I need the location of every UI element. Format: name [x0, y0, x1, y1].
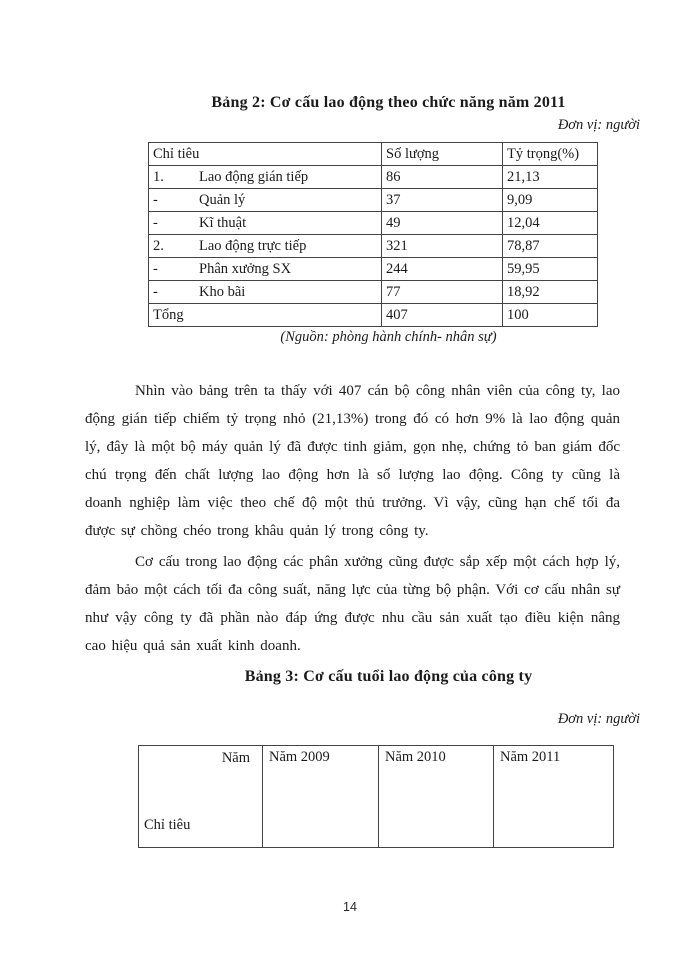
bang3-year-2010: Năm 2010 [379, 746, 494, 848]
row-label: Quản lý [199, 191, 246, 208]
row-label: Phân xưởng SX [199, 260, 292, 277]
table-row [149, 281, 598, 304]
row-quantity: 321 [382, 235, 503, 258]
row-marker: - [153, 283, 158, 300]
table-row [149, 212, 598, 235]
total-quantity: 407 [382, 304, 503, 327]
bang3-year-2009: Năm 2009 [263, 746, 379, 848]
row-share: 21,13 [503, 166, 598, 189]
row-share: 12,04 [503, 212, 598, 235]
bang3-title: Bảng 3: Cơ cấu tuổi lao động của công ty [244, 668, 533, 685]
row-share: 78,87 [503, 235, 598, 258]
corner-label-nam: Năm [221, 750, 250, 766]
table-row [149, 189, 598, 212]
page-number: 14 [343, 900, 357, 914]
bang2-source-note: (Nguồn: phòng hành chính- nhân sự) [280, 329, 497, 345]
row-quantity: 49 [382, 212, 503, 235]
bang2-unit-label: Đơn vị: người [557, 117, 640, 133]
row-label: Kĩ thuật [199, 214, 247, 231]
table-row [149, 166, 598, 189]
bang2-header-so-luong: Số lượng [382, 143, 503, 166]
total-share: 100 [503, 304, 598, 327]
bang3-corner-cell [139, 746, 263, 848]
row-label: Lao động gián tiếp [199, 168, 309, 185]
bang3-table [138, 745, 614, 848]
bang2-header-chi-tieu: Chỉ tiêu [149, 143, 382, 166]
bang2-table [148, 142, 598, 327]
total-label: Tổng [149, 304, 382, 327]
corner-label-chi-tieu: Chỉ tiêu [144, 817, 191, 834]
bang2-header-ty-trong: Tỷ trọng(%) [503, 143, 598, 166]
paragraph-1: Nhìn vào bảng trên ta thấy với 407 cán bộ công nhân viên của công ty, lao động gián tiếp chiếm tỷ trọng nhỏ (21,13%) trong đó có hơn 9% là lao động quản lý, đây là một bộ máy quản lý đã được tinh giảm, gọn nhẹ, chứng tỏ ban giám đốc chú trọng đến chất lượng lao động hơn là số lượng lao động. Công ty cũng là doanh nghiệp làm việc theo chế độ một thủ trưởng. Vì vậy, cũng hạn chế tối đa được sự chồng chéo trong khâu quản lý trong công ty. [85, 383, 620, 539]
row-marker: - [153, 214, 158, 231]
table-total-row [149, 304, 598, 327]
row-marker: - [153, 191, 158, 208]
bang3-header-row [139, 746, 614, 848]
bang3-year-2011: Năm 2011 [494, 746, 614, 848]
row-label: Lao động trực tiếp [199, 237, 307, 254]
row-quantity: 37 [382, 189, 503, 212]
row-marker: - [153, 260, 158, 277]
row-quantity: 86 [382, 166, 503, 189]
bang2-title: Bảng 2: Cơ cấu lao động theo chức năng năm 2011 [211, 94, 566, 111]
row-quantity: 77 [382, 281, 503, 304]
row-label: Kho bãi [199, 283, 246, 300]
bang3-unit-label: Đơn vị: người [557, 711, 640, 727]
row-marker: 1. [153, 168, 164, 185]
row-share: 18,92 [503, 281, 598, 304]
row-quantity: 244 [382, 258, 503, 281]
row-share: 59,95 [503, 258, 598, 281]
table-row [149, 258, 598, 281]
table-row [149, 235, 598, 258]
row-marker: 2. [153, 237, 164, 254]
row-share: 9,09 [503, 189, 598, 212]
bang2-header-row [149, 143, 598, 166]
paragraph-2: Cơ cấu trong lao động các phân xưởng cũng được sắp xếp một cách hợp lý, đảm bảo một cách tối đa công suất, năng lực của từng bộ phận. Với cơ cấu nhân sự như vậy công ty đã phần nào đáp ứng được nhu cầu sản xuất tạo điều kiện nâng cao hiệu quả sản xuất kinh doanh. [85, 554, 620, 654]
